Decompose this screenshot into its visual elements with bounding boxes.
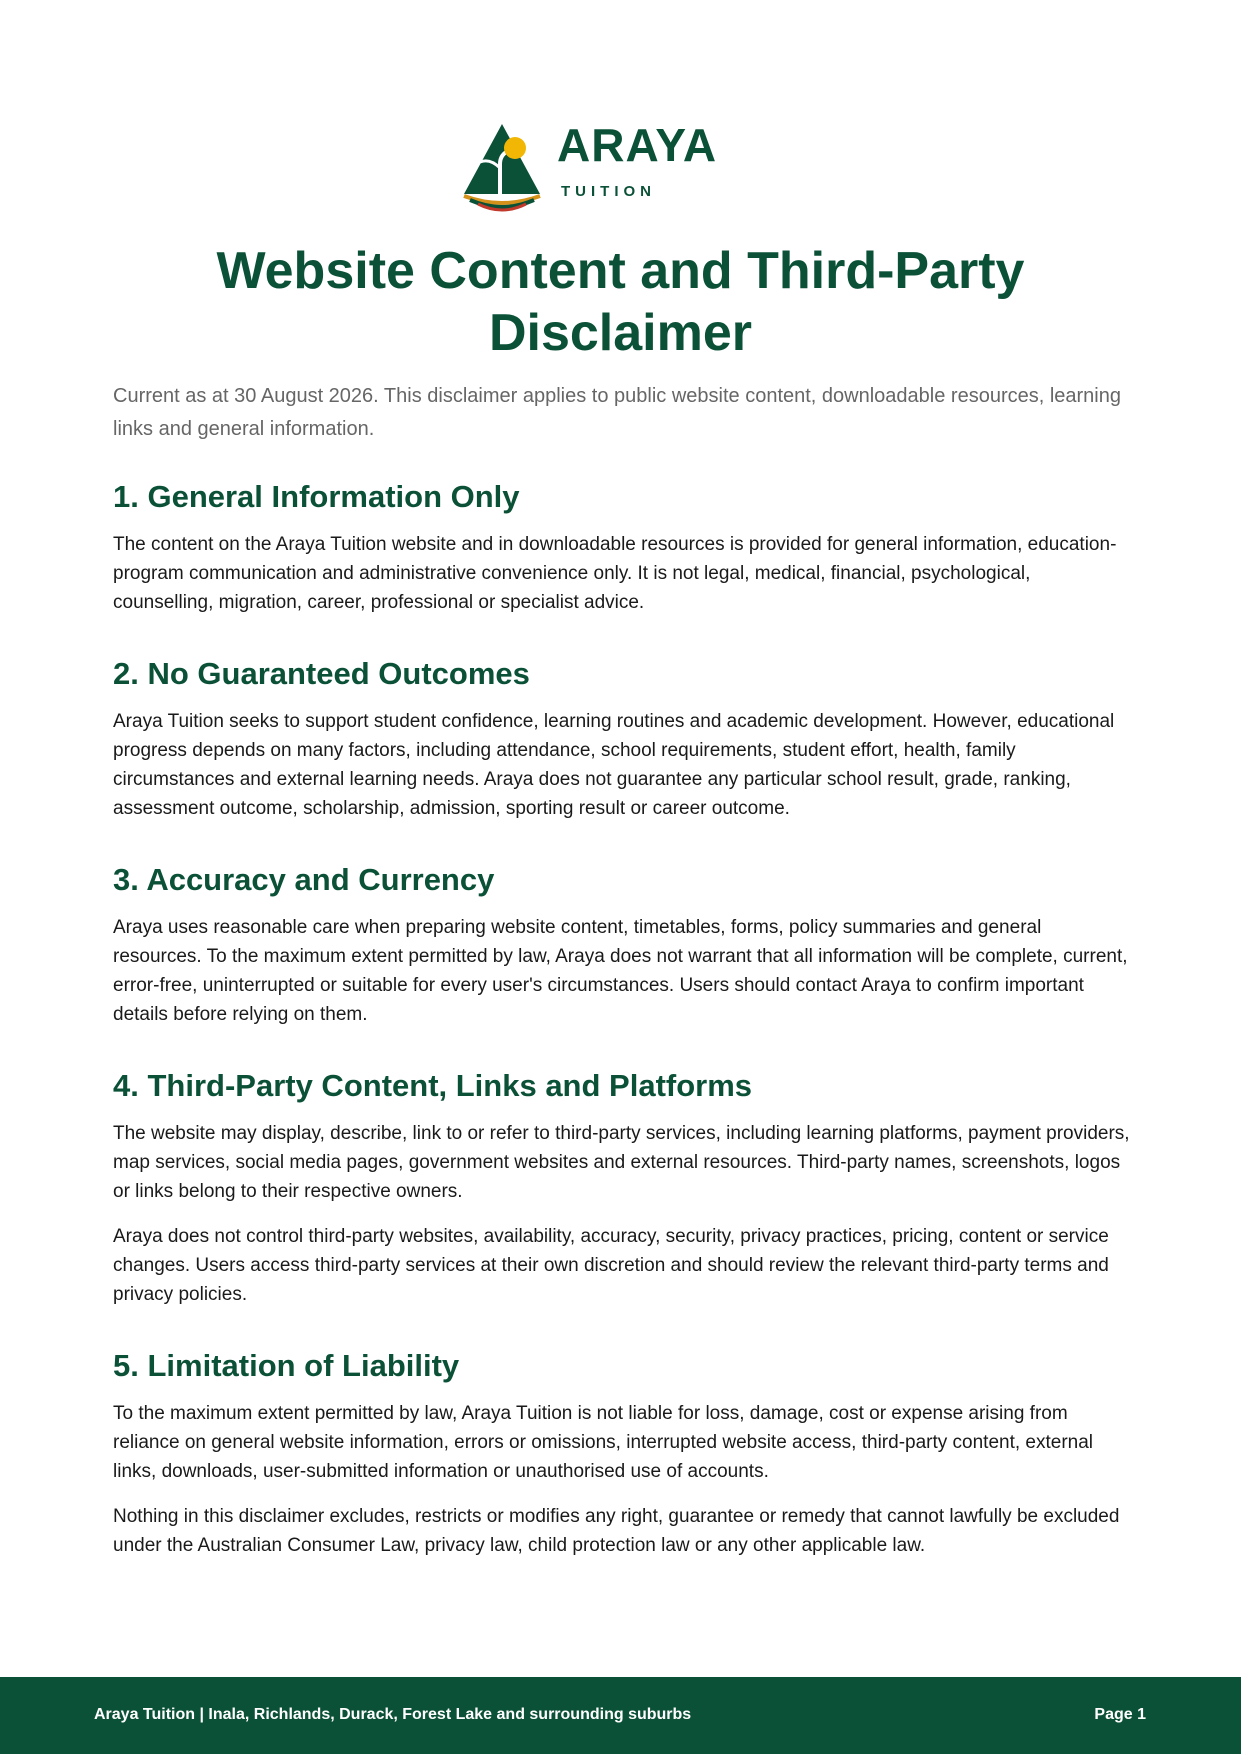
section-accuracy-currency: [113, 861, 1133, 1029]
document-intro: Current as at 30 August 2026. This disclaimer applies to public website content, downloadable resources, learning links and general information.: [113, 385, 1121, 440]
section-heading: 2. No Guaranteed Outcomes: [113, 656, 530, 691]
brand-subtitle: TUITION: [561, 183, 656, 200]
page-footer: [0, 1677, 1241, 1754]
section-third-party: [113, 1067, 1133, 1309]
section-no-guaranteed-outcomes: [113, 655, 1133, 823]
section-paragraph: Araya uses reasonable care when preparing website content, timetables, forms, policy summaries and general resources. To the maximum extent permitted by law, Araya does not warrant that all information will be complete, current, error-free, uninterrupted or suitable for every user's circumstances. Users should contact Araya to confirm important details before relying on them.: [113, 917, 1128, 1025]
section-limitation-liability: [113, 1347, 1133, 1560]
section-paragraph: Araya Tuition seeks to support student confidence, learning routines and academic development. However, educational progress depends on many factors, including attendance, school requirements, student effort, health, family circumstances and external learning needs. Araya does not guarantee any particular school result, grade, ranking, assessment outcome, scholarship, admission, sporting result or career outcome.: [113, 711, 1115, 819]
brand-logo: [460, 118, 730, 218]
section-paragraph: The website may display, describe, link to or refer to third-party services, including learning platforms, payment providers, map services, social media pages, government websites and external resources. Third-party names, screenshots, logos or links belong to their respective owners.: [113, 1123, 1130, 1202]
section-paragraph: The content on the Araya Tuition website and in downloadable resources is provided for general information, education-program communication and administrative convenience only. It is not legal, medical, financial, psychological, counselling, migration, career, professional or specialist advice.: [113, 534, 1117, 613]
section-heading: 1. General Information Only: [113, 479, 520, 514]
brand-name: ARAYA: [557, 119, 718, 171]
section-heading: 4. Third-Party Content, Links and Platforms: [113, 1068, 753, 1103]
document-title: Website Content and Third-Party Disclaimer: [216, 242, 1025, 362]
araya-mountain-icon: [460, 118, 544, 214]
section-general-information: [113, 478, 1133, 617]
document-body: [113, 478, 1133, 1576]
footer-locations: Araya Tuition | Inala, Richlands, Durack, Forest Lake and surrounding suburbs: [94, 1706, 692, 1723]
page-number: Page 1: [1094, 1706, 1146, 1723]
section-paragraph: Nothing in this disclaimer excludes, restricts or modifies any right, guarantee or remedy that cannot lawfully be excluded under the Australian Consumer Law, privacy law, child protection law or any other applicable law.: [113, 1506, 1120, 1556]
section-paragraph: Araya does not control third-party websites, availability, accuracy, security, privacy practices, pricing, content or service changes. Users access third-party services at their own discretion and should review the relevant third-party terms and privacy policies.: [113, 1226, 1109, 1305]
section-paragraph: To the maximum extent permitted by law, Araya Tuition is not liable for loss, damage, cost or expense arising from reliance on general website information, errors or omissions, interrupted website access, third-party content, external links, downloads, user-submitted information or unauthorised use of accounts.: [113, 1403, 1094, 1482]
section-heading: 5. Limitation of Liability: [113, 1348, 460, 1383]
section-heading: 3. Accuracy and Currency: [113, 862, 495, 897]
